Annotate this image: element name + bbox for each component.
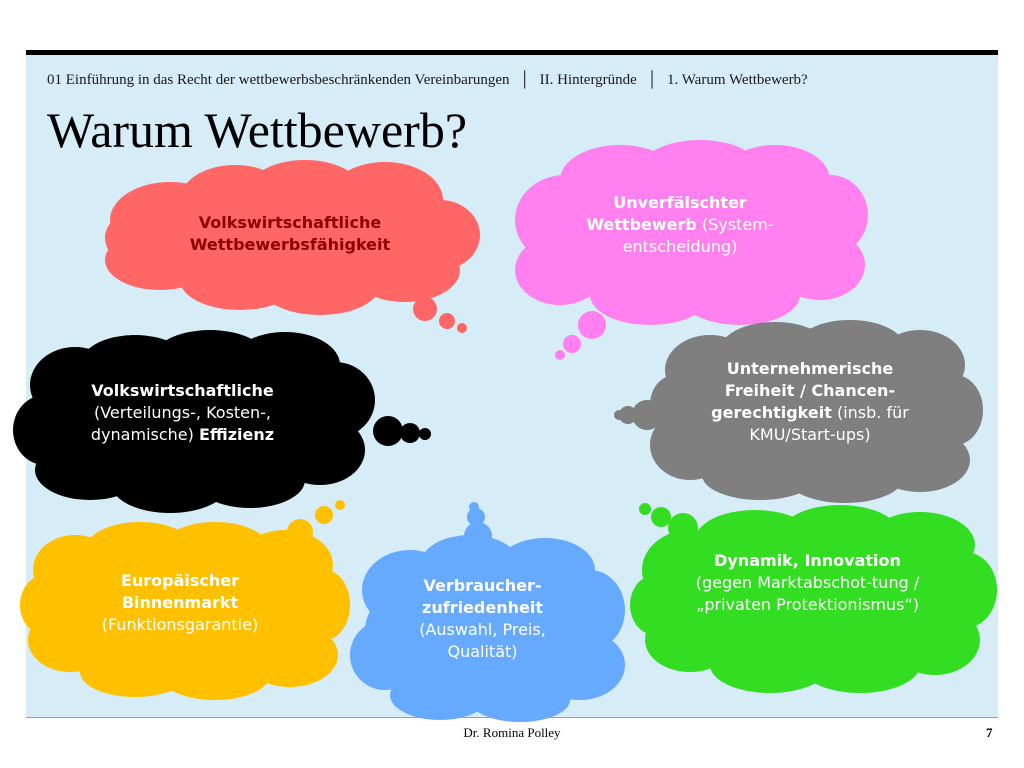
page-number: 7	[986, 725, 993, 740]
page-title: Warum Wettbewerb?	[47, 102, 468, 158]
bubble-effizienz-bold: Volkswirtschaftliche	[91, 381, 274, 400]
bubble-verbraucherzufriedenheit-detail: (Auswahl, Preis, Qualität)	[419, 620, 546, 661]
bubble-wettbewerbsfaehigkeit-bold: Volkswirtschaftliche Wettbewerbsfähigkeit	[189, 213, 391, 254]
bubble-binnenmarkt-text	[70, 570, 290, 636]
breadcrumb-item-chapter: 01 Einführung in das Recht der wettbewerbsbeschränkenden Vereinbarungen	[47, 72, 510, 88]
bubble-binnenmarkt-detail: (Funktionsgarantie)	[101, 615, 259, 634]
footer-author: Dr. Romina Polley	[463, 725, 561, 740]
bubble-unternehmerische-freiheit-detail: (insb. für KMU/Start-ups)	[749, 403, 909, 444]
bubble-dynamik-innovation-text	[695, 550, 920, 616]
breadcrumb-item-section: II. Hintergründe	[539, 72, 637, 88]
bubble-unternehmerische-freiheit-text	[695, 358, 925, 446]
footer-divider	[26, 717, 998, 718]
bubble-verbraucherzufriedenheit-bold: Verbraucher-zufriedenheit	[422, 576, 543, 617]
bubble-dynamik-innovation-bold: Dynamik, Innovation	[714, 551, 901, 570]
bubble-binnenmarkt-bold: Europäischer Binnenmarkt	[120, 571, 240, 612]
breadcrumb-separator: │	[519, 72, 530, 88]
bubble-unverfaelschter-wettbewerb-bold: Unverfälschter Wettbewerb	[586, 193, 747, 234]
bubble-verbraucherzufriedenheit-text	[395, 575, 570, 663]
bubble-unverfaelschter-wettbewerb-detail: (System-entscheidung)	[622, 215, 774, 256]
breadcrumb-separator: │	[646, 72, 658, 88]
bubble-dynamik-innovation-detail: (gegen Marktabschot-tung / „privaten Protektionismus“)	[695, 573, 920, 614]
bubble-effizienz-bold-2: Effizienz	[198, 425, 275, 444]
bubble-unverfaelschter-wettbewerb-text	[565, 192, 795, 258]
bubble-unternehmerische-freiheit-bold: Unternehmerische Freiheit / Chancen-gerechtigkeit	[711, 359, 896, 422]
bubble-effizienz-detail: (Verteilungs-, Kosten-, dynamische)	[90, 403, 272, 444]
breadcrumb-item-topic: 1. Warum Wettbewerb?	[666, 72, 808, 88]
bubble-wettbewerbsfaehigkeit-text	[160, 212, 420, 256]
bubble-effizienz-text	[65, 380, 300, 446]
